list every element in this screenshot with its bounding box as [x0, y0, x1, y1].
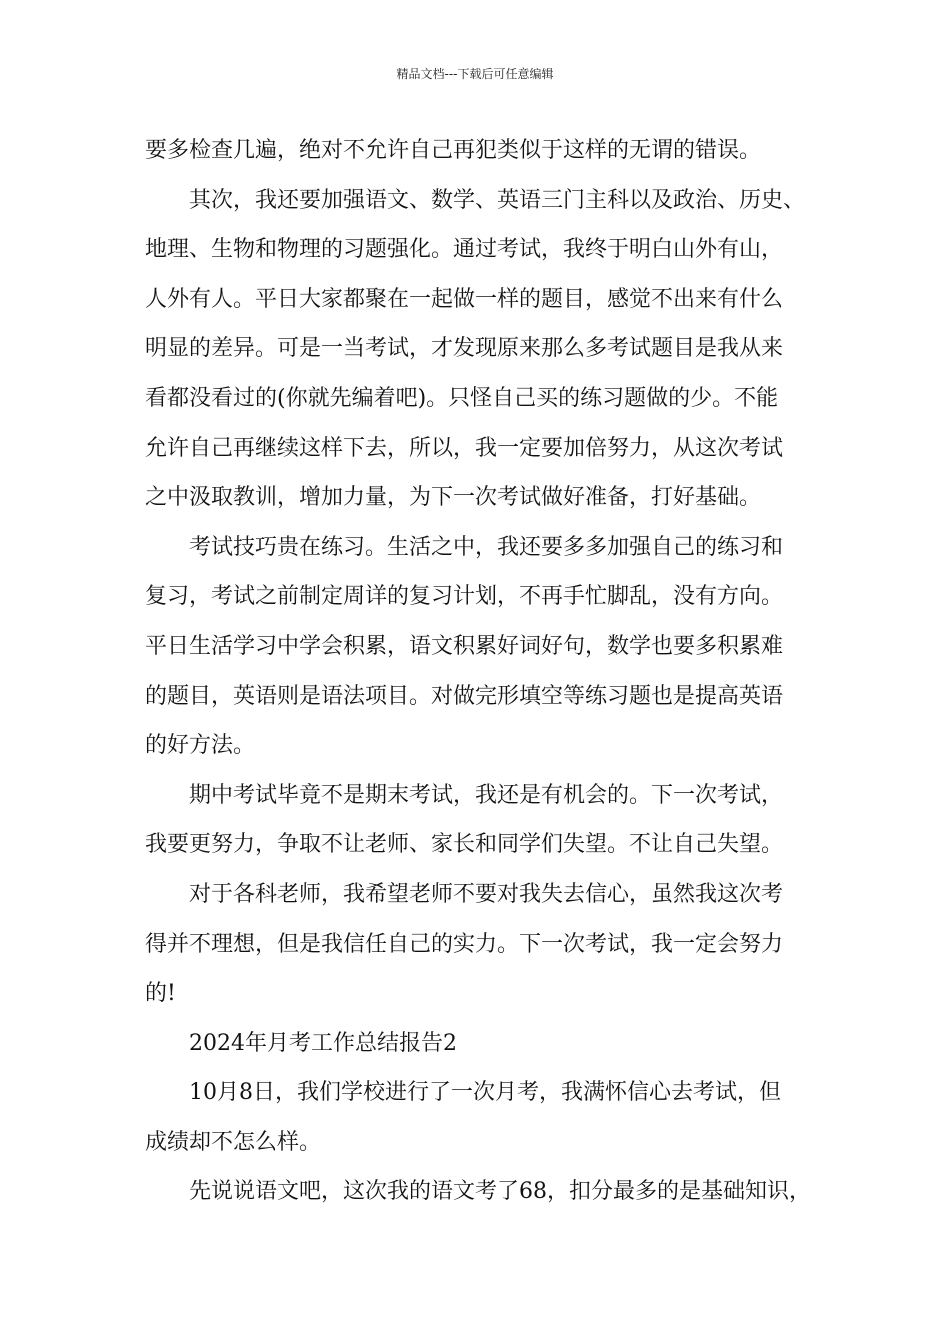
text-line: 平日生活学习中学会积累，语文积累好词好句，数学也要多积累难 — [145, 633, 784, 659]
text-line: 复习，考试之前制定周详的复习计划，不再手忙脚乱，没有方向。 — [145, 584, 784, 610]
text-line: 允许自己再继续这样下去，所以，我一定要加倍努力，从这次考试 — [145, 435, 784, 461]
text-line: 的题目，英语则是语法项目。对做完形填空等练习题也是提高英语 — [145, 683, 784, 709]
text-line: 看都没看过的(你就先编着吧)。只怪自己买的练习题做的少。不能 — [145, 385, 779, 411]
text-line: 考试技巧贵在练习。生活之中，我还要多多加强自己的练习和 — [189, 534, 784, 560]
text-line: 成绩却不怎么样。 — [145, 1129, 322, 1155]
text-line: 先说说语文吧，这次我的语文考了68，扣分最多的是基础知识， — [189, 1179, 811, 1205]
text-line: 人外有人。平日大家都聚在一起做一样的题目，感觉不出来有什么 — [145, 286, 784, 312]
text-line: 之中汲取教训，增加力量，为下一次考试做好准备，打好基础。 — [145, 485, 762, 511]
text-line: 我要更努力，争取不让老师、家长和同学们失望。不让自己失望。 — [145, 832, 784, 858]
text-line: 地理、生物和物理的习题强化。通过考试，我终于明白山外有山， — [145, 237, 784, 263]
text-line: 对于各科老师，我希望老师不要对我失去信心，虽然我这次考 — [189, 881, 784, 907]
text-line: 得并不理想，但是我信任自己的实力。下一次考试，我一定会努力 — [145, 931, 784, 957]
text-line: 10月8日，我们学校进行了一次月考，我满怀信心去考试，但 — [189, 1080, 781, 1106]
section-heading: 2024年月考工作总结报告2 — [189, 1030, 457, 1056]
text-line: 其次，我还要加强语文、数学、英语三门主科以及政治、历史、 — [189, 187, 806, 213]
document-body — [145, 126, 835, 1217]
text-line: 明显的差异。可是一当考试，才发现原来那么多考试题目是我从来 — [145, 336, 784, 362]
text-line: 期中考试毕竟不是期末考试，我还是有机会的。下一次考试， — [189, 782, 784, 808]
page-header: 精品文档---下载后可任意编辑 — [396, 67, 554, 81]
text-line: 要多检查几遍，绝对不允许自己再犯类似于这样的无谓的错误。 — [145, 138, 762, 163]
text-line: 的好方法。 — [145, 733, 256, 759]
text-line: 的! — [145, 981, 176, 1007]
